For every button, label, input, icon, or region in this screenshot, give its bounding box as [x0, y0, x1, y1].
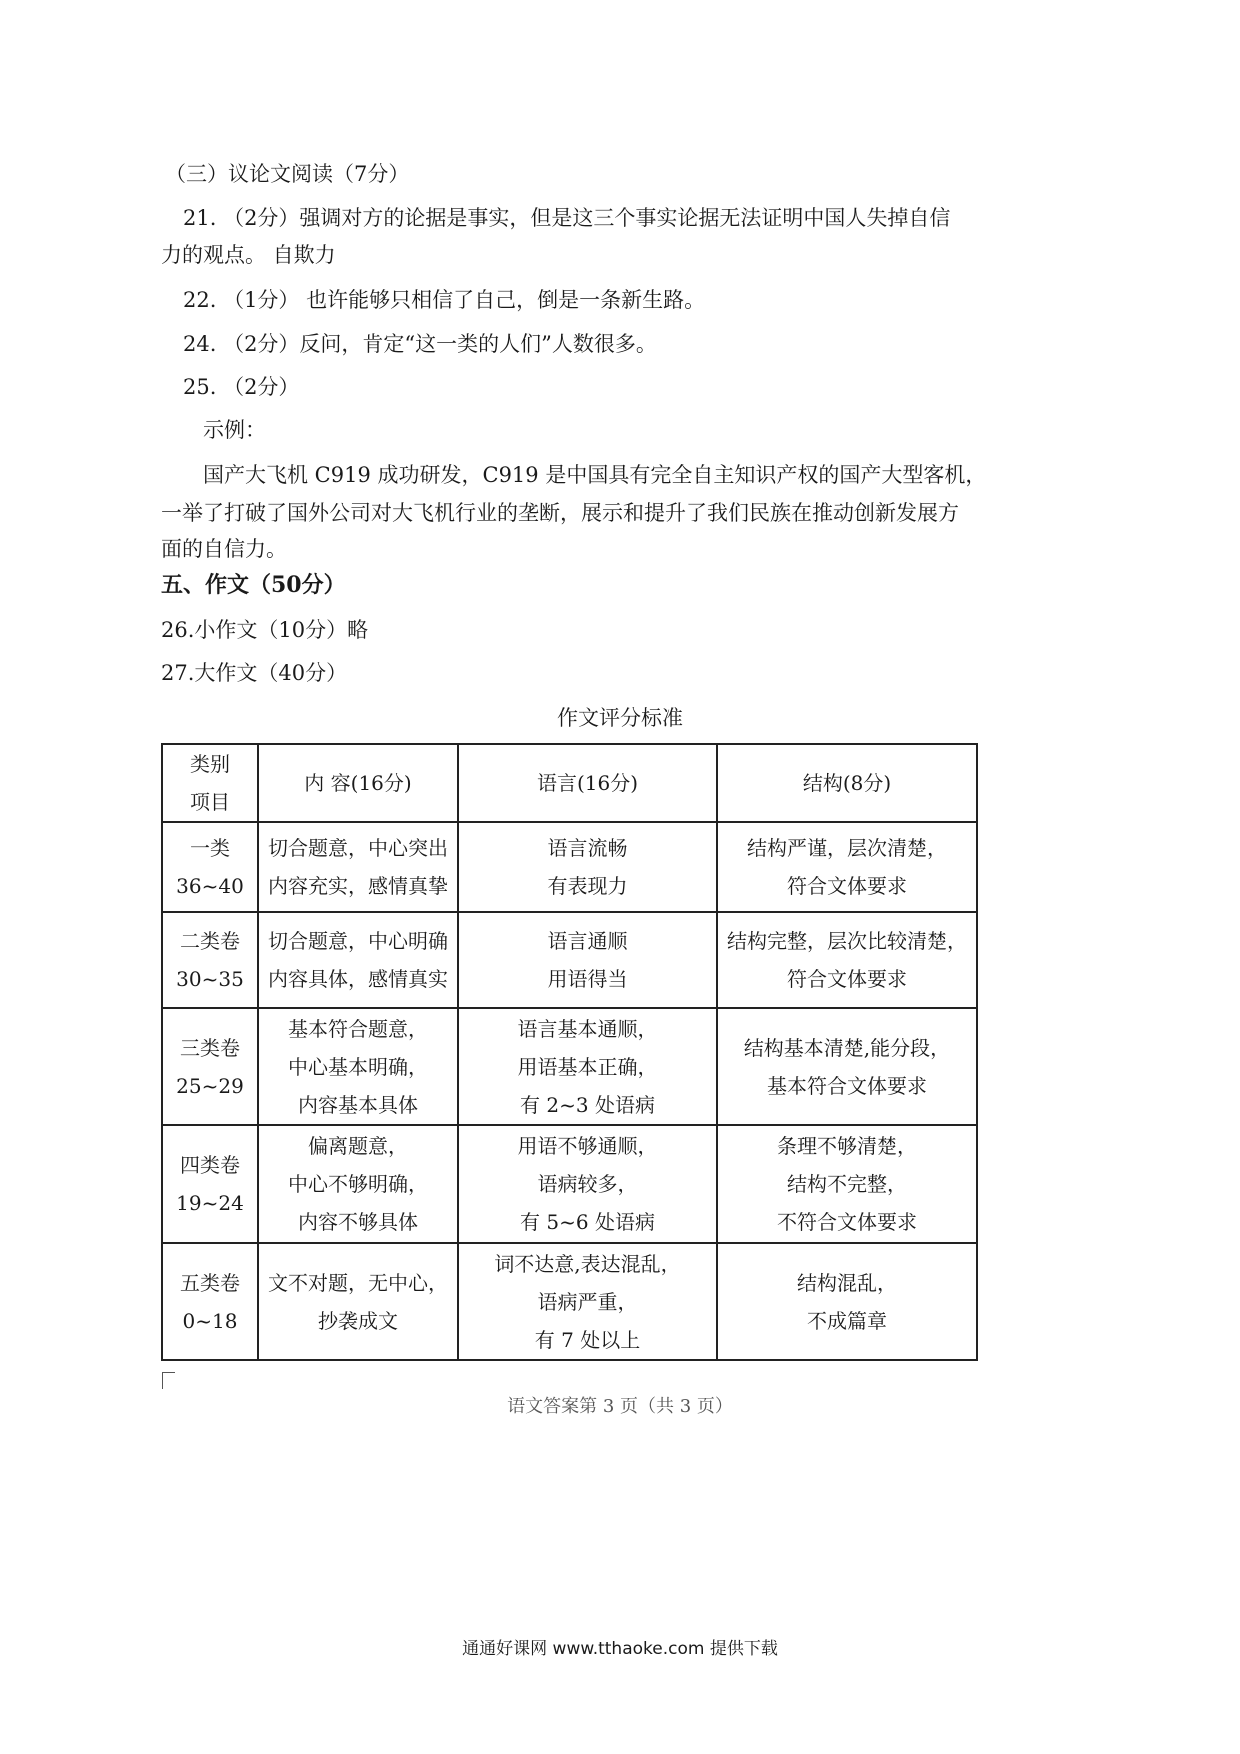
grade-structure-line: 结构基本清楚,能分段，: [743, 1035, 951, 1060]
grade-content: [258, 822, 458, 912]
grade-category: [162, 822, 258, 912]
grade-language-line: 有 7 处以上: [534, 1327, 641, 1352]
grade-structure-line: 结构完整，层次比较清楚，: [727, 929, 967, 953]
q21-line2: 力的观点。 自欺力: [161, 243, 336, 267]
grade-structure-line: 不符合文体要求: [777, 1210, 917, 1234]
grade-structure: [717, 1125, 977, 1243]
section5-title: 五、作文（50分）: [161, 572, 346, 598]
grade-name: 二类卷: [180, 929, 240, 953]
table-row: [162, 822, 977, 912]
grade-structure-line: 不成篇章: [807, 1308, 887, 1333]
header-structure: 结构(8分): [717, 744, 977, 822]
grade-structure: [717, 1243, 977, 1360]
grade-language-line: 词不达意,表达混乱，: [494, 1251, 681, 1276]
grade-structure-line: 条理不够清楚，: [777, 1134, 917, 1158]
table-row: [162, 912, 977, 1008]
grade-range: 0~18: [182, 1308, 238, 1333]
example-line3: 面的自信力。: [161, 537, 287, 561]
grade-language-line: 用语基本正确，: [517, 1054, 658, 1079]
q22-answer: 22. （1分） 也许能够只相信了自己，倒是一条新生路。: [183, 288, 706, 312]
grade-content-line: 基本符合题意，: [288, 1016, 428, 1041]
grade-structure: [717, 822, 977, 912]
grade-structure: [717, 1008, 977, 1125]
grading-table: [161, 743, 978, 1361]
header-category-line1: 类别: [190, 752, 230, 776]
grade-name: 三类卷: [180, 1035, 240, 1060]
grade-language: [458, 1125, 717, 1243]
table-header-row: [162, 744, 977, 822]
page-number: 语文答案第 3 页（共 3 页）: [507, 1396, 733, 1417]
grade-language-line: 用语不够通顺，: [517, 1134, 658, 1158]
table-row: [162, 1008, 977, 1125]
q25-answer: 25. （2分）: [183, 375, 300, 399]
header-category: [162, 744, 258, 822]
grade-range: 25~29: [176, 1073, 244, 1098]
table-row: [162, 1125, 977, 1243]
site-footer: 通通好课网 www.tthaoke.com 提供下载: [462, 1639, 778, 1659]
grade-structure: [717, 912, 977, 1008]
header-category-line2: 项目: [190, 790, 230, 814]
grade-range: 19~24: [176, 1191, 244, 1215]
grade-language: [458, 1243, 717, 1360]
grade-content-line: 中心不够明确，: [288, 1172, 428, 1196]
grade-name: 四类卷: [180, 1153, 240, 1177]
table-caption: 作文评分标准: [557, 706, 683, 730]
grade-language-line: 有表现力: [547, 874, 628, 898]
grade-language-line: 语言流畅: [547, 836, 628, 860]
grade-structure-line: 结构严谨，层次清楚，: [747, 836, 947, 860]
grade-content-line: 切合题意，中心明确: [268, 929, 448, 953]
grade-content: [258, 912, 458, 1008]
grade-language-line: 用语得当: [547, 967, 628, 991]
grade-content-line: 文不对题，无中心，: [268, 1270, 448, 1295]
grade-category: [162, 1008, 258, 1125]
grade-category: [162, 1243, 258, 1360]
grade-range: 36~40: [176, 874, 244, 898]
table-row: [162, 1243, 977, 1360]
example-line1: 国产大飞机 C919 成功研发，C919 是中国具有完全自主知识产权的国产大型客机，: [203, 463, 987, 487]
grade-content-line: 抄袭成文: [318, 1308, 398, 1333]
header-content: 内 容(16分): [258, 744, 458, 822]
header-language: 语言(16分): [458, 744, 717, 822]
q27-answer: 27.大作文（40分）: [161, 661, 348, 685]
example-label: 示例：: [203, 418, 266, 442]
grade-language-line: 语病严重，: [537, 1289, 638, 1314]
grade-name: 一类: [190, 836, 230, 860]
grade-content-line: 偏离题意，: [308, 1134, 408, 1158]
q24-answer: 24. （2分）反问，肯定“这一类的人们”人数很多。: [183, 332, 657, 356]
grade-structure-line: 结构不完整，: [787, 1172, 907, 1196]
grade-language: [458, 1008, 717, 1125]
grade-content-line: 中心基本明确，: [288, 1054, 428, 1079]
grade-category: [162, 912, 258, 1008]
grade-language-line: 语言通顺: [547, 929, 628, 953]
grade-content: [258, 1243, 458, 1360]
grade-structure-line: 基本符合文体要求: [767, 1073, 927, 1098]
grade-category: [162, 1125, 258, 1243]
grade-structure-line: 符合文体要求: [787, 967, 907, 991]
grade-content-line: 切合题意，中心突出: [268, 836, 448, 860]
grade-name: 五类卷: [180, 1270, 240, 1295]
grade-language-line: 有 2~3 处语病: [520, 1092, 655, 1117]
example-line2: 一举了打破了国外公司对大飞机行业的垄断，展示和提升了我们民族在推动创新发展方: [161, 501, 959, 525]
grade-content-line: 内容具体，感情真实: [268, 967, 448, 991]
grade-range: 30~35: [176, 967, 244, 991]
grade-language: [458, 822, 717, 912]
grade-structure-line: 结构混乱，: [797, 1270, 897, 1295]
grade-content-line: 内容充实，感情真挚: [268, 874, 448, 898]
grade-language: [458, 912, 717, 1008]
grade-language-line: 有 5~6 处语病: [520, 1210, 655, 1234]
grade-content-line: 内容不够具体: [298, 1210, 418, 1234]
grade-content-line: 内容基本具体: [298, 1092, 418, 1117]
grade-language-line: 语病较多，: [537, 1172, 638, 1196]
q26-answer: 26.小作文（10分）略: [161, 618, 369, 642]
section3-title: （三）议论文阅读（7分）: [165, 162, 410, 186]
q21-line1: 21. （2分）强调对方的论据是事实，但是这三个事实论据无法证明中国人失掉自信: [183, 206, 951, 230]
corner-mark: [162, 1372, 175, 1389]
grade-content: [258, 1008, 458, 1125]
grade-language-line: 语言基本通顺，: [517, 1016, 658, 1041]
grade-content: [258, 1125, 458, 1243]
grade-structure-line: 符合文体要求: [787, 874, 907, 898]
